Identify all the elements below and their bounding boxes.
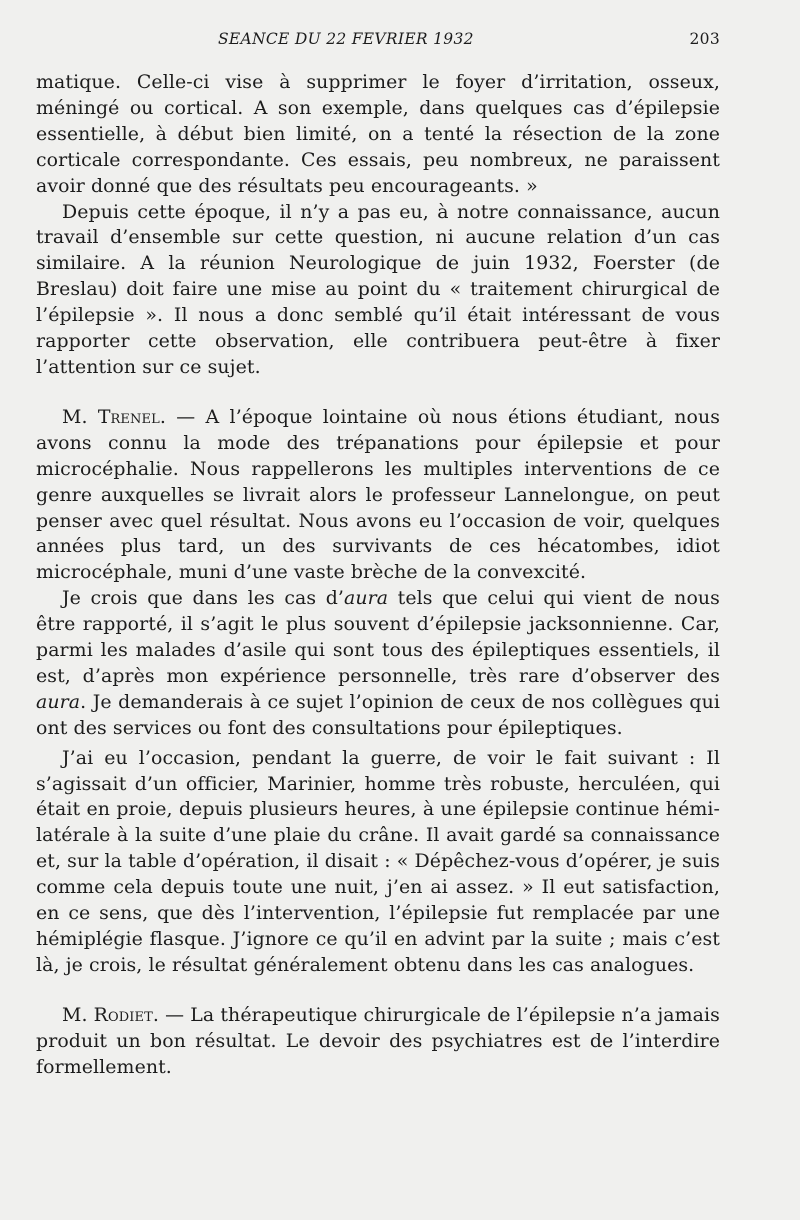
paragraph-text: — A l’époque lointaine où nous étions étudiant, nous avons connu la mode des trépanations pour épilepsie et pour microcéphalie. Nous rappellerons les multiples interventions de ce genre auxquelles se livrait alors le professeur Lannelongue, on peut penser avec quel résultat. Nous avons eu l’occasion de voir, quelques années plus tard, un des survivants de ces hécatombes, idiot microcéphale, muni d’une vaste brèche de la convexcité. [36, 405, 721, 584]
italic-term: aura [36, 690, 81, 713]
paragraph-text: . Je demanderais à ce sujet l’opinion de ceux de nos collègues qui ont des services ou font des consultations pour épileptiques. [36, 690, 720, 739]
paragraph-continuation: matique. Celle-ci vise à supprimer le foyer d’irritation, osseux, méningé ou cortical. A son exemple, dans quelques cas d’épilepsie essentielle, à début bien limité, on a tenté la résection de la zone corticale correspondante. Ces essais, peu nombreux, ne paraissent avoir donné que des résultats peu encourageants. » [36, 71, 720, 197]
paragraph-text: tels que celui qui vient de nous être rapporté, il s’agit le plus souvent d’épilepsie jacksonnienne. Car, parmi les malades d’asile qui sont tous des épileptiques essentiels, il est, d’après mon expérience personnelle, très rare d’observer des [36, 587, 720, 687]
paragraph-spacer [36, 381, 720, 405]
speaker-name: M. Rodiet. [62, 1003, 159, 1026]
paragraph-text: Je crois que dans les cas d’ [62, 587, 345, 610]
header-title: SEANCE DU 22 FEVRIER 1932 [218, 30, 474, 48]
paragraph-war-case: J’ai eu l’occasion, pendant la guerre, de voir le fait suivant : Il s’agissait d’un officier, Marinier, homme très robuste, herculéen, qui était en proie, depuis plusieurs heures, à une épilepsie continue hémi-latérale à la suite d’une plaie du crâne. Il avait gardé sa connaissance et, sur la table d’opération, il disait : « Dépêchez-vous d’opérer, je suis comme cela depuis toute une nuit, j’en ai assez. » Il eut satisfaction, en ce sens, que dès l’intervention, l’épilepsie fut remplacée par une hémiplégie flasque. J’ignore ce qu’il en advint par la suite ; mais c’est là, je crois, le résultat généralement obtenu dans les cas analogues. [36, 746, 720, 976]
paragraph-trenel-intervention [36, 405, 720, 586]
speaker-name: M. Trenel. [62, 405, 166, 428]
italic-term: aura [344, 587, 389, 610]
paragraph-aura-remark [36, 586, 720, 741]
paragraph-spacer [36, 979, 720, 1003]
running-header [36, 30, 720, 52]
paragraph-text: — La thérapeutique chirurgicale de l’épilepsie n’a jamais produit un bon résultat. Le devoir des psychiatres est de l’interdire formellement. [36, 1003, 720, 1078]
paragraph-context: Depuis cette époque, il n’y a pas eu, à notre connaissance, aucun travail d’ensemble sur cette question, ni aucune relation d’un cas similaire. A la réunion Neurologique de juin 1932, Foerster (de Breslau) doit faire une mise au point du « traitement chirurgical de l’épilepsie ». Il nous a donc semblé qu’il était intéressant de vous rapporter cette observation, elle contribuera peut-être à fixer l’attention sur ce sujet. [36, 200, 720, 378]
body-text [36, 70, 720, 1081]
page-number: 203 [689, 30, 720, 48]
paragraph-rodiet-intervention [36, 1003, 720, 1081]
